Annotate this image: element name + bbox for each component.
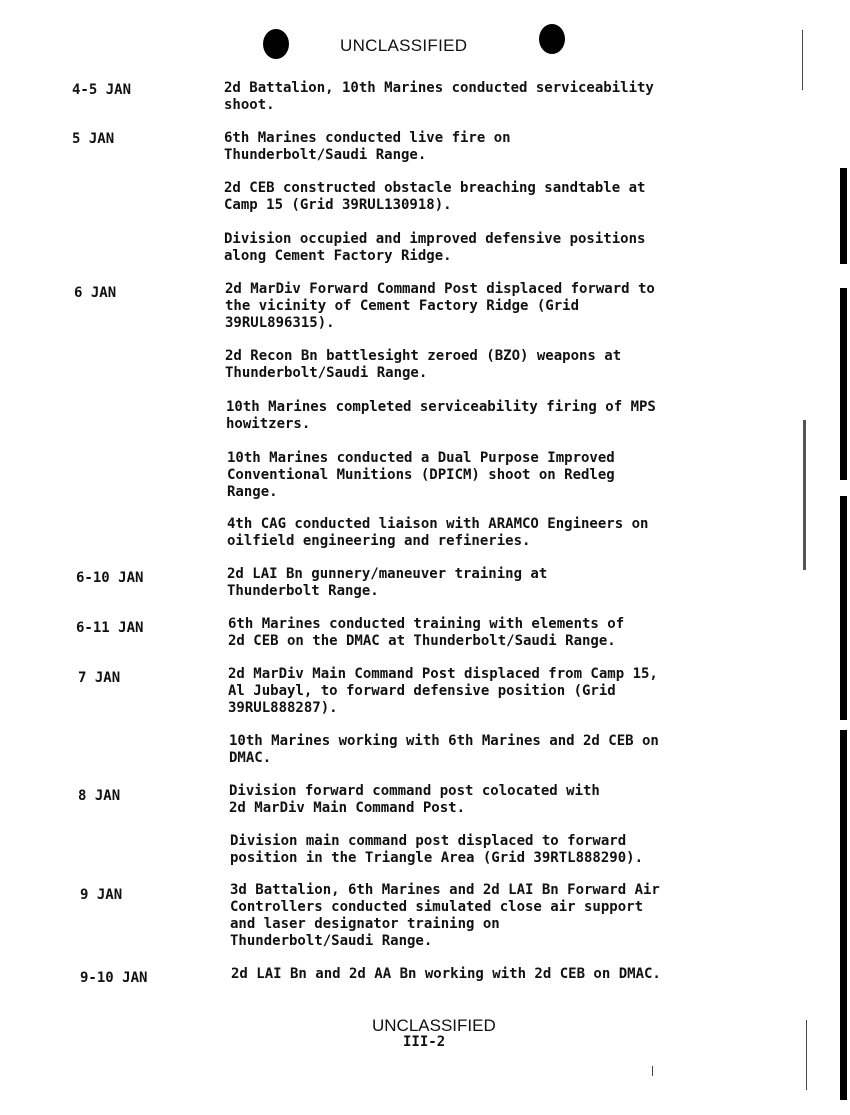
scan-margin-bar [840,168,847,264]
header-classification: UNCLASSIFIED [340,36,468,55]
entry-paragraph: 4th CAG conducted liaison with ARAMCO Engineers on oilfield engineering and refineries. [227,516,649,549]
entry-date: 9-10 JAN [80,970,148,986]
entry-date: 6-10 JAN [76,570,144,586]
entry-paragraph: 2d CEB constructed obstacle breaching sandtable at Camp 15 (Grid 39RUL130918). [224,180,646,213]
entry-paragraph: 10th Marines working with 6th Marines and 2d CEB on DMAC. [229,733,659,766]
entry-paragraph: 6th Marines conducted live fire on Thunderbolt/Saudi Range. [224,130,511,163]
entry-paragraph: Division forward command post colocated with 2d MarDiv Main Command Post. [229,783,600,816]
entry-paragraph: 3d Battalion, 6th Marines and 2d LAI Bn Forward Air Controllers conducted simulated close air support and laser designator training on Thunderbolt/Saudi Range. [230,882,660,949]
entry-paragraph: 6th Marines conducted training with elements of 2d CEB on the DMAC at Thunderbolt/Saudi Range. [228,616,625,649]
scan-margin-line [803,420,806,570]
entry-date: 4-5 JAN [72,82,132,98]
entry-paragraph: Division main command post displaced to forward position in the Triangle Area (Grid 39RTL888290). [230,833,644,866]
scan-speck [806,1020,807,1090]
scan-margin-bar [840,496,847,720]
entry-paragraph: 10th Marines completed serviceability firing of MPS howitzers. [226,399,656,432]
scan-margin-bar [840,288,847,480]
entry-date: 5 JAN [72,131,115,147]
entry-paragraph: 2d LAI Bn and 2d AA Bn working with 2d CEB on DMAC. [231,966,661,982]
entry-date: 9 JAN [80,887,123,903]
entry-paragraph: Division occupied and improved defensive positions along Cement Factory Ridge. [224,231,646,264]
entry-paragraph: 2d MarDiv Forward Command Post displaced forward to the vicinity of Cement Factory Ridge (Grid 39RUL896315). [225,281,655,331]
entry-date: 6 JAN [74,285,117,301]
entry-date: 6-11 JAN [76,620,144,636]
footer-classification: UNCLASSIFIED [372,1016,496,1035]
entry-paragraph: 2d LAI Bn gunnery/maneuver training at Thunderbolt Range. [227,566,548,599]
punch-hole-right [539,24,565,54]
entry-paragraph: 2d Battalion, 10th Marines conducted serviceability shoot. [224,80,654,113]
punch-hole-left [263,29,289,59]
page-number: III-2 [403,1034,446,1050]
scan-speck [652,1066,653,1076]
entry-paragraph: 10th Marines conducted a Dual Purpose Improved Conventional Munitions (DPICM) shoot on Redleg Range. [227,450,615,500]
scan-margin-bar [840,730,847,1100]
entry-date: 8 JAN [78,788,121,804]
entry-paragraph: 2d Recon Bn battlesight zeroed (BZO) weapons at Thunderbolt/Saudi Range. [225,348,622,381]
entry-date: 7 JAN [78,670,121,686]
scan-speck [802,30,803,90]
entry-paragraph: 2d MarDiv Main Command Post displaced from Camp 15, Al Jubayl, to forward defensive position (Grid 39RUL888287). [228,666,658,716]
